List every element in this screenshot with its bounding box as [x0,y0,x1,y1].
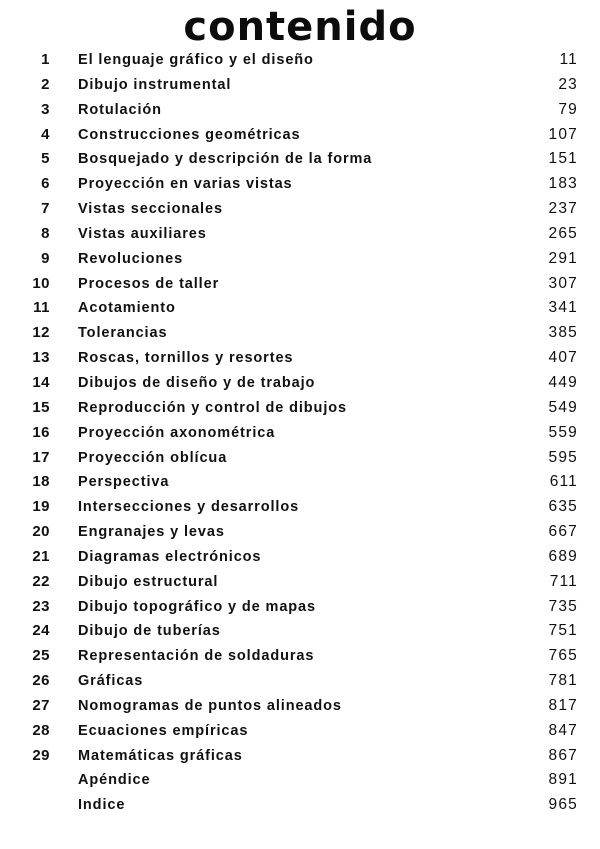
page-number: 751 [548,622,578,640]
chapter-title: Tolerancias [78,325,168,342]
chapter-title: Dibujo de tuberías [78,623,221,640]
chapter-number: 6 [41,175,50,193]
chapter-title: Bosquejado y descripción de la forma [78,151,373,168]
page-number: 183 [548,175,578,193]
toc-entry [0,321,600,346]
toc-entry [0,446,600,471]
chapter-title: Perspectiva [78,474,170,491]
chapter-number: 20 [32,523,50,541]
toc-entry [0,744,600,769]
chapter-number: 3 [41,100,50,118]
chapter-title: Vistas auxiliares [78,225,207,242]
chapter-title: Nomogramas de puntos alineados [78,697,342,714]
toc-entry [0,669,600,694]
chapter-title: Apéndice [78,772,151,789]
chapter-number: 25 [32,647,50,665]
chapter-title: Vistas seccionales [78,201,223,218]
chapter-number: 24 [32,622,50,640]
chapter-number: 27 [32,696,50,714]
page-number: 611 [549,473,578,491]
toc-entry [0,768,600,793]
chapter-number: 4 [41,125,50,143]
page-number: 107 [548,125,578,143]
chapter-title: Construcciones geométricas [78,126,301,143]
chapter-title: Ecuaciones empíricas [78,722,249,739]
page-number: 449 [548,373,578,391]
table-of-contents [0,48,600,818]
page-number: 307 [548,274,578,292]
page-number: 291 [548,249,578,267]
toc-entry [0,470,600,495]
page-number: 549 [548,398,578,416]
toc-entry [0,793,600,818]
chapter-title: El lenguaje gráfico y el diseño [78,52,314,68]
page-number: 635 [548,498,578,516]
page-number: 847 [548,721,578,739]
toc-entry [0,595,600,620]
chapter-number: 9 [41,249,50,267]
toc-entry [0,371,600,396]
page-number: 341 [548,299,578,317]
chapter-number: 28 [32,721,50,739]
toc-entry [0,520,600,545]
toc-entry [0,123,600,148]
chapter-number: 12 [32,324,50,342]
chapter-number: 21 [32,547,50,565]
chapter-number: 29 [32,746,50,764]
page-number: 265 [548,224,578,242]
chapter-number: 7 [41,200,50,218]
toc-entry [0,48,600,73]
toc-entry [0,545,600,570]
page-number: 237 [548,200,578,218]
page-title: contenido [183,4,417,50]
chapter-number: 17 [32,448,50,466]
page-number: 867 [548,746,578,764]
toc-entry [0,172,600,197]
toc-entry [0,570,600,595]
chapter-title: Dibujo estructural [78,573,219,590]
page-number: 965 [548,796,578,814]
page-number: 689 [548,547,578,565]
toc-entry [0,619,600,644]
toc-entry [0,644,600,669]
page-number: 151 [548,150,578,168]
chapter-title: Indice [78,797,126,814]
page-number: 735 [548,597,578,615]
toc-entry [0,272,600,297]
page-number: 781 [548,672,578,690]
toc-entry [0,147,600,172]
chapter-title: Roscas, tornillos y resortes [78,350,294,367]
page-number: 667 [548,523,578,541]
page-number: 891 [548,771,578,789]
chapter-number: 16 [32,423,50,441]
chapter-number: 13 [32,349,50,367]
chapter-title: Acotamiento [78,300,176,317]
chapter-number: 10 [32,274,50,292]
chapter-number: 15 [32,398,50,416]
page-number: 711 [549,572,578,590]
chapter-title: Gráficas [78,673,144,690]
page-number: 79 [558,100,578,118]
chapter-title: Proyección oblícua [78,449,228,466]
chapter-number: 8 [41,224,50,242]
chapter-title: Intersecciones y desarrollos [78,499,300,516]
toc-entry [0,247,600,272]
page-number: 23 [558,75,578,93]
page-number: 595 [548,448,578,466]
toc-entry [0,719,600,744]
toc-entry [0,346,600,371]
page-number: 559 [548,423,578,441]
chapter-number: 11 [33,299,50,317]
chapter-title: Dibujo instrumental [78,76,232,93]
chapter-number: 19 [32,498,50,516]
chapter-title: Diagramas electrónicos [78,548,262,565]
chapter-title: Reproducción y control de dibujos [78,399,347,416]
page-number: 385 [548,324,578,342]
chapter-title: Rotulación [78,101,162,118]
chapter-number: 1 [41,51,50,68]
chapter-title: Proyección axonométrica [78,424,276,441]
chapter-number: 5 [41,150,50,168]
chapter-number: 2 [41,75,50,93]
page-number: 765 [548,647,578,665]
chapter-title: Engranajes y levas [78,524,225,541]
toc-entry [0,694,600,719]
toc-entry [0,296,600,321]
page-number: 817 [548,696,578,714]
chapter-number: 18 [32,473,50,491]
chapter-number: 26 [32,672,50,690]
toc-entry [0,73,600,98]
page-number: 407 [548,349,578,367]
chapter-title: Revoluciones [78,250,184,267]
chapter-title: Dibujos de diseño y de trabajo [78,374,316,391]
chapter-title: Representación de soldaduras [78,648,315,665]
chapter-number: 23 [32,597,50,615]
chapter-number: 22 [32,572,50,590]
toc-entry [0,396,600,421]
page-number: 11 [559,51,578,68]
chapter-number: 14 [32,373,50,391]
chapter-title: Proyección en varias vistas [78,176,293,193]
chapter-title: Procesos de taller [78,275,220,292]
toc-entry [0,421,600,446]
toc-entry [0,495,600,520]
toc-entry [0,222,600,247]
chapter-title: Matemáticas gráficas [78,747,243,764]
chapter-title: Dibujo topográfico y de mapas [78,598,316,615]
toc-entry [0,98,600,123]
toc-entry [0,197,600,222]
